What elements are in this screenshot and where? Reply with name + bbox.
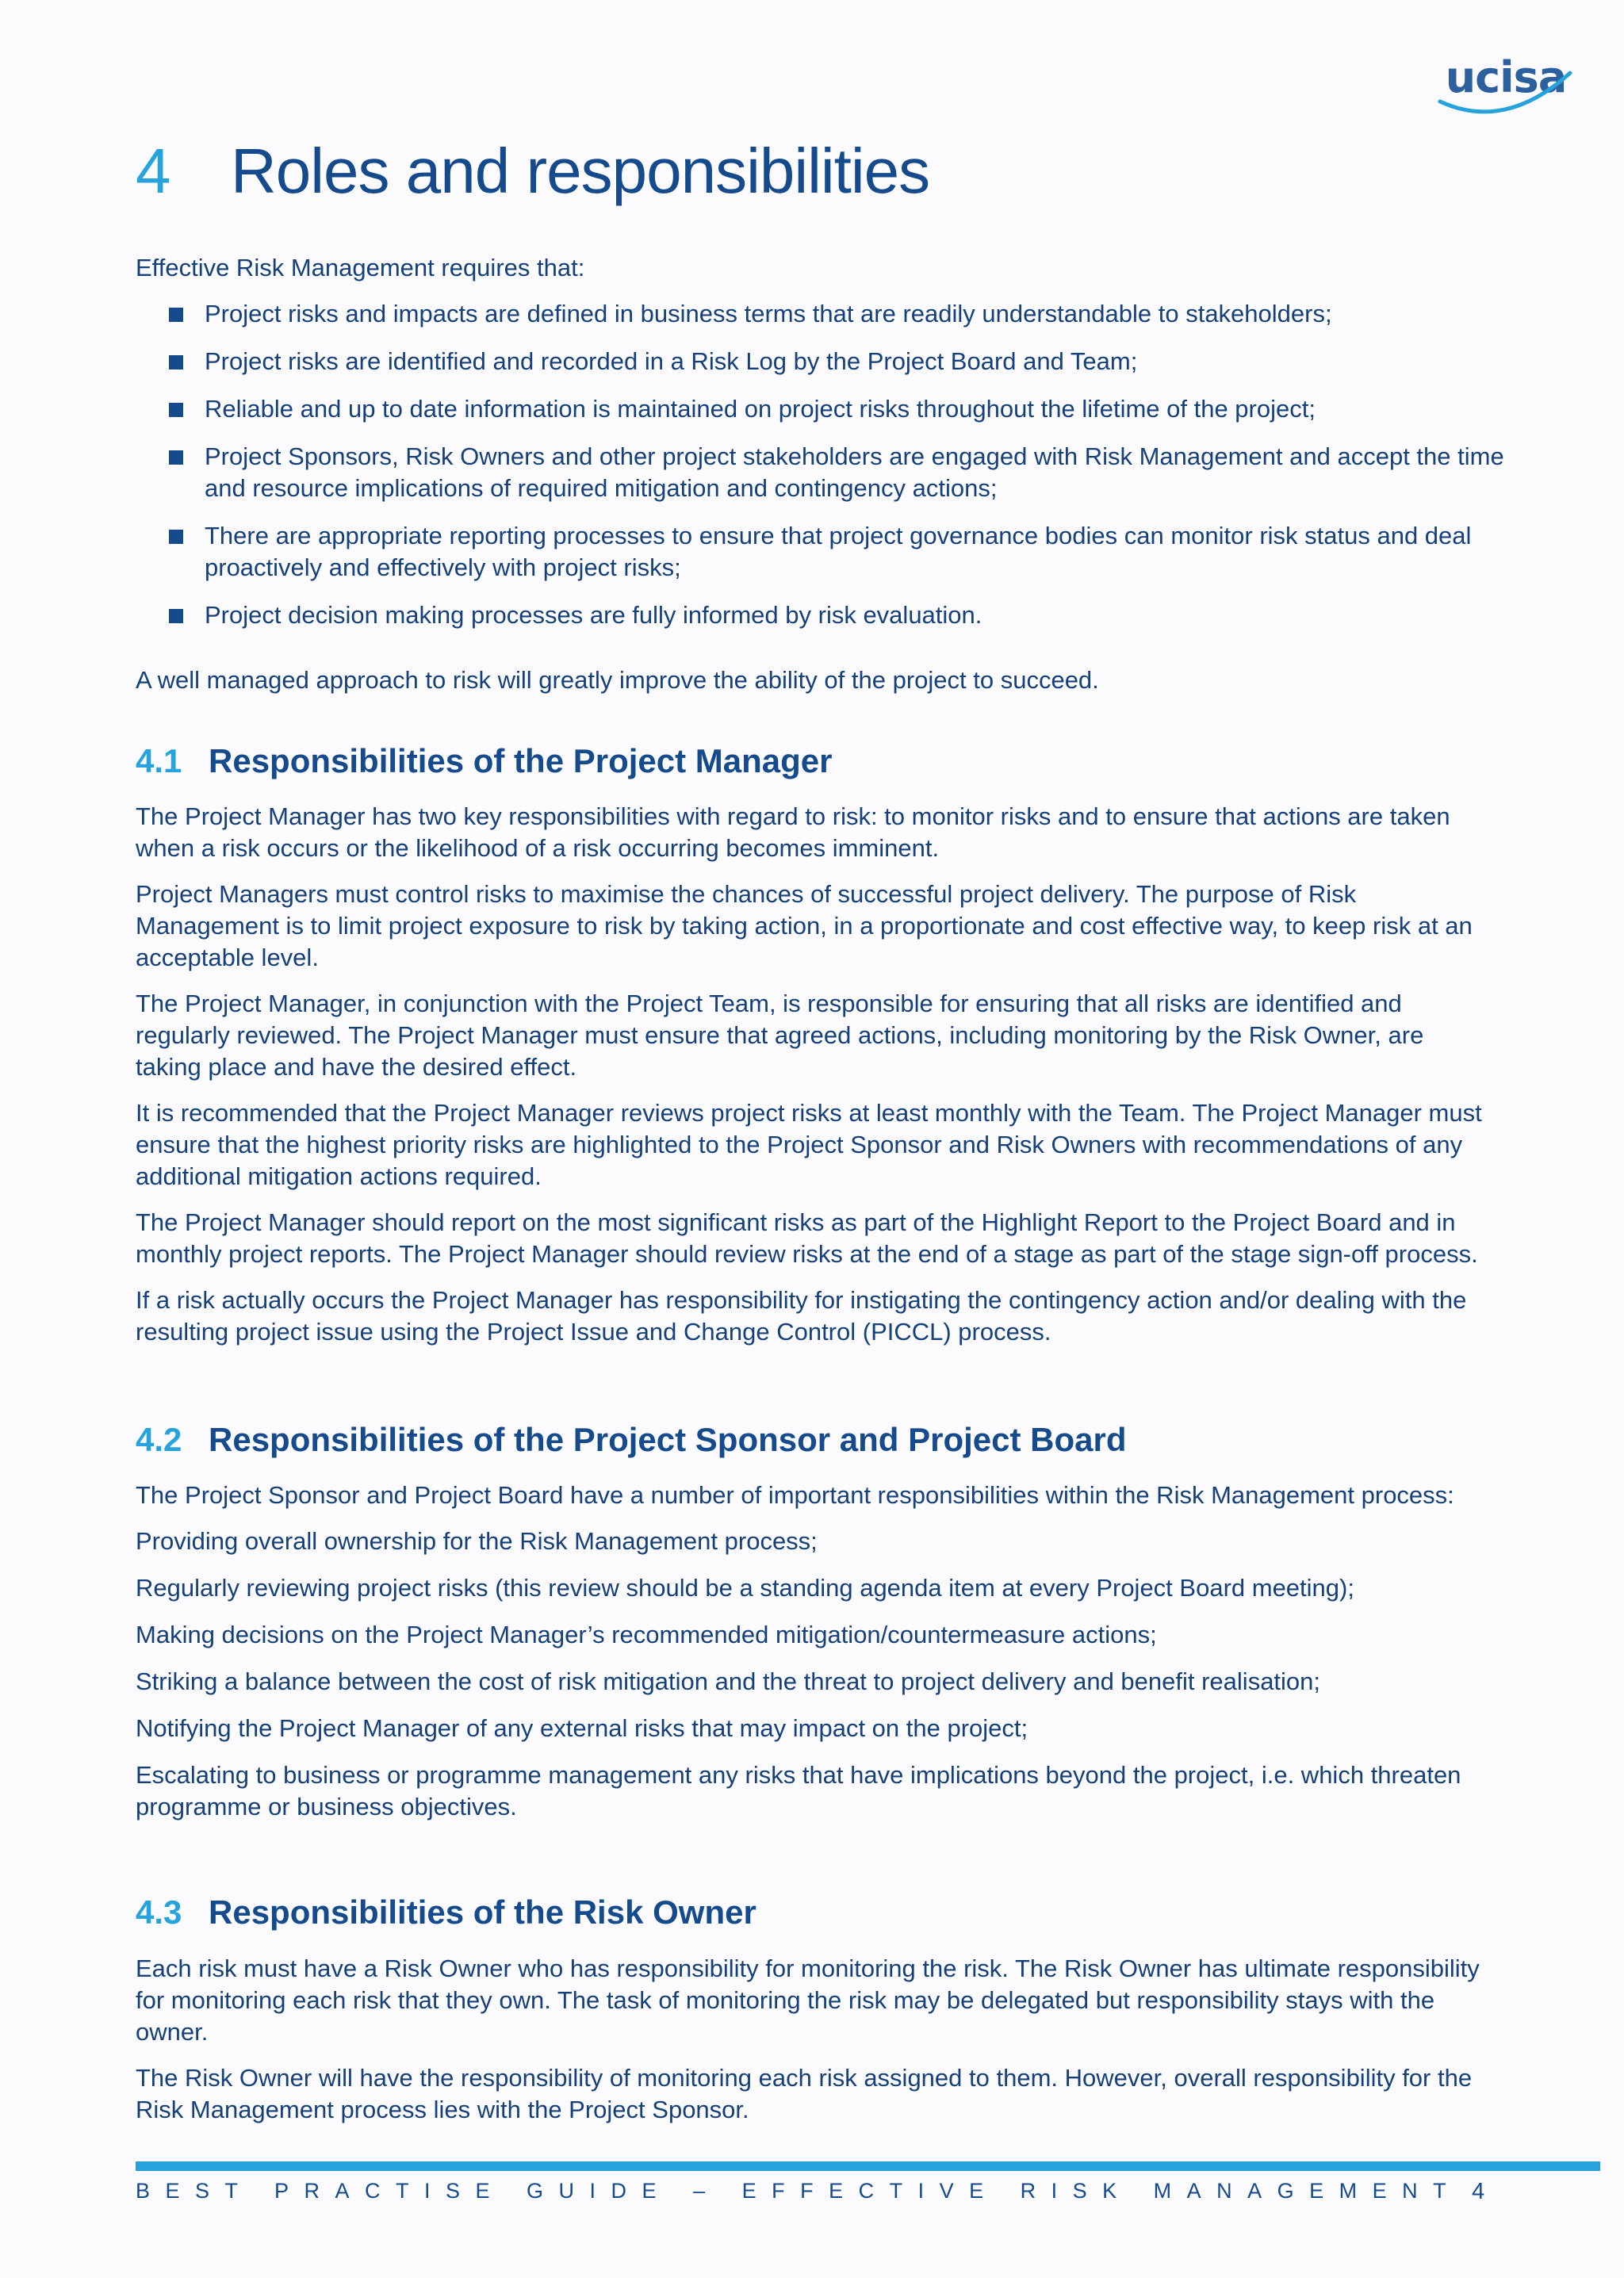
bullet-square-icon	[169, 609, 183, 623]
paragraph: Providing overall ownership for the Risk Management process;	[136, 1527, 818, 1555]
section-heading-4-2: 4.2 Responsibilities of the Project Sponsor and Project Board	[136, 1421, 1127, 1458]
logo-text: ucisa	[1445, 52, 1567, 102]
list-item: There are appropriate reporting processes to ensure that project governance bodies can monitor risk status and deal proactively and effectively with project risks;	[167, 520, 1507, 584]
requirements-list	[167, 298, 1507, 647]
paragraph: Project Managers must control risks to maximise the chances of successful project delivery. The purpose of Risk Management is to limit project exposure to risk by taking action, in a proportionate and cost effective way, to keep risk at an acceptable level.	[136, 880, 1473, 971]
list-item: Project decision making processes are fully informed by risk evaluation.	[167, 599, 1507, 631]
ucisa-logo	[1434, 49, 1578, 125]
bullet-square-icon	[169, 403, 183, 417]
paragraph: The Project Manager has two key responsibilities with regard to risk: to monitor risks and to ensure that actions are taken when a risk occurs or the likelihood of a risk occurring becomes imminent.	[136, 802, 1450, 862]
paragraph: The Project Manager, in conjunction with the Project Team, is responsible for ensuring that all risks are identified and regularly reviewed. The Project Manager must ensure that agreed actions, including monitoring by the Risk Owner, are taking place and have the desired effect.	[136, 990, 1424, 1081]
paragraph: If a risk actually occurs the Project Manager has responsibility for instigating the contingency action and/or dealing with the resulting project issue using the Project Issue and Change Control (PICCL) process.	[136, 1286, 1467, 1346]
section-heading-4-1: 4.1 Responsibilities of the Project Manager	[136, 742, 833, 779]
list-item: Reliable and up to date information is maintained on project risks throughout the lifetime of the project;	[167, 393, 1507, 425]
bullet-square-icon	[169, 530, 183, 544]
section-heading-4-3: 4.3 Responsibilities of the Risk Owner	[136, 1893, 756, 1931]
footer-divider	[136, 2161, 1600, 2171]
chapter-number: 4	[136, 136, 170, 206]
list-item: Project risks and impacts are defined in business terms that are readily understandable to stakeholders;	[167, 298, 1507, 330]
paragraph: The Risk Owner will have the responsibility of monitoring each risk assigned to them. However, overall responsibility for the Risk Management process lies with the Project Sponsor.	[136, 2064, 1473, 2123]
bullet-square-icon	[169, 450, 183, 465]
bullet-square-icon	[169, 355, 183, 369]
footer-title: BEST PRACTISE GUIDE – EFFECTIVE RISK MANAGEMENT	[136, 2179, 1462, 2203]
paragraph: Escalating to business or programme management any risks that have implications beyond the project, i.e. which threaten programme or business objectives.	[136, 1761, 1461, 1820]
section-body-4-1	[136, 801, 1492, 1362]
section-body-4-3	[136, 1953, 1492, 2140]
paragraph: The Project Manager should report on the most significant risks as part of the Highlight Report to the Project Board and in monthly project reports. The Project Manager should review risks at the end of a stage as part of the stage sign-off process.	[136, 1208, 1478, 1268]
paragraph: It is recommended that the Project Manager reviews project risks at least monthly with the Team. The Project Manager must ensure that the highest priority risks are highlighted to the Project Sponsor and Risk Owners with recommendations of any additional mitigation actions required.	[136, 1099, 1482, 1190]
paragraph: Regularly reviewing project risks (this review should be a standing agenda item at every Project Board meeting);	[136, 1574, 1354, 1602]
paragraph: Notifying the Project Manager of any external risks that may impact on the project;	[136, 1714, 1028, 1742]
page-number: 4	[1472, 2179, 1485, 2204]
intro-text: Effective Risk Management requires that:	[136, 254, 585, 281]
paragraph: Striking a balance between the cost of risk mitigation and the threat to project delivery and benefit realisation;	[136, 1667, 1321, 1695]
logo-swoosh-icon	[1434, 49, 1578, 125]
list-item: Project Sponsors, Risk Owners and other project stakeholders are engaged with Risk Management and accept the time and resource implications of required mitigation and contingency actions;	[167, 441, 1507, 504]
paragraph: Making decisions on the Project Manager’s recommended mitigation/countermeasure actions;	[136, 1621, 1157, 1648]
list-item: Project risks are identified and recorded in a Risk Log by the Project Board and Team;	[167, 346, 1507, 377]
chapter-title: Roles and responsibilities	[231, 136, 930, 206]
closing-text: A well managed approach to risk will greatly improve the ability of the project to succeed.	[136, 666, 1099, 694]
section-body-4-2	[136, 1480, 1492, 1837]
paragraph: The Project Sponsor and Project Board have a number of important responsibilities within the Risk Management process:	[136, 1481, 1454, 1509]
bullet-square-icon	[169, 308, 183, 322]
chapter-heading	[136, 133, 929, 209]
paragraph: Each risk must have a Risk Owner who has responsibility for monitoring the risk. The Risk Owner has ultimate responsibility for monitoring each risk that they own. The task of monitoring the risk may be delegated but responsibility stays with the owner.	[136, 1954, 1480, 2046]
